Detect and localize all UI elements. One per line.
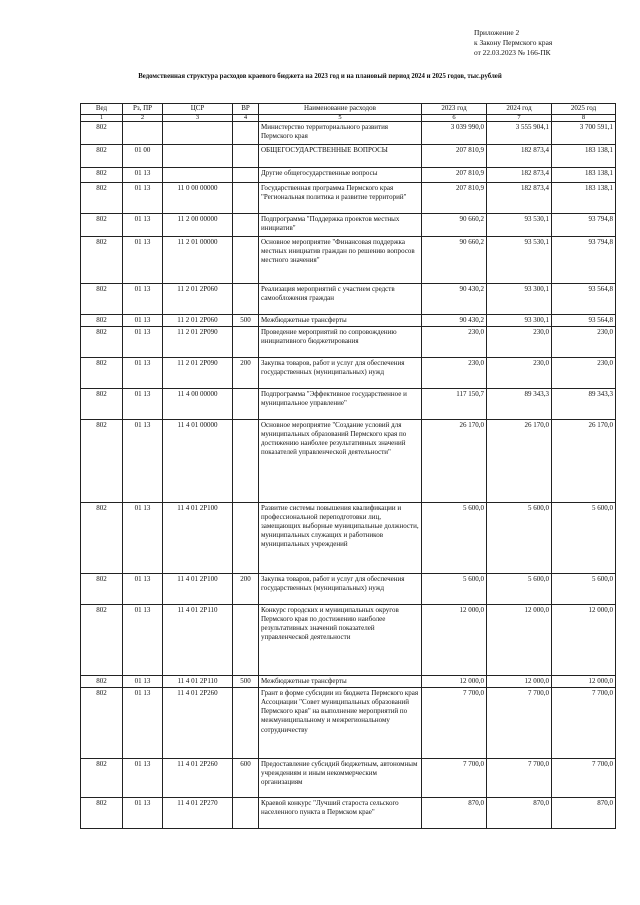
section-cell: 01 13 — [123, 759, 163, 798]
amount-2023-cell: 207 810,9 — [422, 183, 487, 214]
column-number: 8 — [552, 115, 616, 122]
amount-2025-cell: 230,0 — [552, 358, 616, 389]
section-cell: 01 13 — [123, 574, 163, 605]
expense-type-cell: 500 — [233, 315, 259, 327]
amount-2023-cell: 117 150,7 — [422, 389, 487, 420]
amount-2024-cell: 89 343,3 — [487, 389, 552, 420]
expense-name-cell: Основное мероприятие "Финансовая поддержка местных инициатив граждан по решению вопросов местного значения" — [259, 237, 422, 284]
header-row — [81, 104, 616, 115]
amount-2024-cell: 7 700,0 — [487, 688, 552, 759]
expense-name-cell: Предоставление субсидий бюджетным, автономным учреждениям и иным некоммерческим организациям — [259, 759, 422, 798]
target-article-cell: 11 2 01 2P090 — [163, 327, 233, 358]
expense-type-cell — [233, 237, 259, 284]
amount-2025-cell: 870,0 — [552, 798, 616, 829]
expense-type-cell — [233, 798, 259, 829]
amount-2025-cell: 5 600,0 — [552, 503, 616, 574]
section-cell: 01 13 — [123, 358, 163, 389]
amount-2025-cell: 93 794,8 — [552, 237, 616, 284]
amount-2023-cell: 7 700,0 — [422, 759, 487, 798]
section-cell: 01 13 — [123, 798, 163, 829]
column-number-row — [81, 115, 616, 122]
target-article-cell: 11 4 01 2P260 — [163, 688, 233, 759]
expense-type-cell — [233, 420, 259, 503]
section-cell: 01 13 — [123, 183, 163, 214]
appendix-line-1: Приложение 2 — [474, 28, 520, 37]
ved-cell: 802 — [81, 420, 123, 503]
expense-type-cell: 200 — [233, 358, 259, 389]
amount-2024-cell: 12 000,0 — [487, 676, 552, 688]
amount-2025-cell: 26 170,0 — [552, 420, 616, 503]
ved-cell: 802 — [81, 503, 123, 574]
table-row — [81, 759, 616, 798]
ved-cell: 802 — [81, 237, 123, 284]
expense-name-cell: ОБЩЕГОСУДАРСТВЕННЫЕ ВОПРОСЫ — [259, 145, 422, 168]
amount-2024-cell: 182 873,4 — [487, 145, 552, 168]
amount-2024-cell: 93 300,1 — [487, 315, 552, 327]
amount-2023-cell: 5 600,0 — [422, 503, 487, 574]
budget-table — [80, 103, 616, 829]
target-article-cell: 11 2 01 00000 — [163, 237, 233, 284]
amount-2024-cell: 26 170,0 — [487, 420, 552, 503]
section-cell — [123, 122, 163, 145]
column-header: 2024 год — [487, 104, 552, 115]
amount-2024-cell: 93 530,1 — [487, 214, 552, 237]
ved-cell: 802 — [81, 798, 123, 829]
target-article-cell: 11 4 01 2P110 — [163, 676, 233, 688]
amount-2024-cell: 5 600,0 — [487, 503, 552, 574]
amount-2023-cell: 5 600,0 — [422, 574, 487, 605]
amount-2024-cell: 93 530,1 — [487, 237, 552, 284]
amount-2025-cell: 183 138,1 — [552, 145, 616, 168]
amount-2025-cell: 5 600,0 — [552, 574, 616, 605]
table-row — [81, 214, 616, 237]
table-row — [81, 315, 616, 327]
amount-2024-cell: 12 000,0 — [487, 605, 552, 676]
section-cell: 01 00 — [123, 145, 163, 168]
target-article-cell: 11 4 01 2P110 — [163, 605, 233, 676]
table-row — [81, 688, 616, 759]
target-article-cell: 11 2 01 2P090 — [163, 358, 233, 389]
table-row — [81, 284, 616, 315]
amount-2023-cell: 90 430,2 — [422, 315, 487, 327]
amount-2023-cell: 230,0 — [422, 358, 487, 389]
expense-name-cell: Конкурс городских и муниципальных округов Пермского края по достижению наиболее результативных значений показателей управленческой деятельности — [259, 605, 422, 676]
section-cell: 01 13 — [123, 327, 163, 358]
amount-2024-cell: 230,0 — [487, 327, 552, 358]
table-row — [81, 122, 616, 145]
target-article-cell: 11 2 01 2P060 — [163, 315, 233, 327]
target-article-cell: 11 4 00 00000 — [163, 389, 233, 420]
amount-2025-cell: 89 343,3 — [552, 389, 616, 420]
column-number: 1 — [81, 115, 123, 122]
section-cell: 01 13 — [123, 315, 163, 327]
table-row — [81, 183, 616, 214]
budget-table-body — [81, 122, 616, 829]
ved-cell: 802 — [81, 389, 123, 420]
target-article-cell: 11 4 01 2P100 — [163, 574, 233, 605]
amount-2024-cell: 7 700,0 — [487, 759, 552, 798]
table-row — [81, 503, 616, 574]
section-cell: 01 13 — [123, 168, 163, 183]
amount-2024-cell: 182 873,4 — [487, 168, 552, 183]
expense-name-cell: Подпрограмма "Поддержка проектов местных инициатив" — [259, 214, 422, 237]
amount-2023-cell: 7 700,0 — [422, 688, 487, 759]
table-row — [81, 327, 616, 358]
expense-name-cell: Другие общегосударственные вопросы — [259, 168, 422, 183]
expense-name-cell: Межбюджетные трансферты — [259, 676, 422, 688]
amount-2024-cell: 3 555 904,1 — [487, 122, 552, 145]
expense-name-cell: Подпрограмма "Эффективное государственное и муниципальное управление" — [259, 389, 422, 420]
expense-type-cell — [233, 503, 259, 574]
amount-2025-cell: 12 000,0 — [552, 676, 616, 688]
appendix-line-2: к Закону Пермского края — [474, 38, 553, 47]
section-cell: 01 13 — [123, 420, 163, 503]
amount-2023-cell: 12 000,0 — [422, 676, 487, 688]
ved-cell: 802 — [81, 183, 123, 214]
table-row — [81, 605, 616, 676]
expense-type-cell: 200 — [233, 574, 259, 605]
amount-2025-cell: 3 700 591,1 — [552, 122, 616, 145]
amount-2024-cell: 230,0 — [487, 358, 552, 389]
amount-2023-cell: 26 170,0 — [422, 420, 487, 503]
table-row — [81, 237, 616, 284]
ved-cell: 802 — [81, 759, 123, 798]
target-article-cell: 11 4 01 2P270 — [163, 798, 233, 829]
appendix-line-3: от 22.03.2023 № 166-ПК — [474, 48, 551, 57]
column-header: Наименование расходов — [259, 104, 422, 115]
column-number: 7 — [487, 115, 552, 122]
column-header: 2023 год — [422, 104, 487, 115]
table-row — [81, 798, 616, 829]
amount-2023-cell: 12 000,0 — [422, 605, 487, 676]
amount-2024-cell: 5 600,0 — [487, 574, 552, 605]
table-row — [81, 389, 616, 420]
expense-name-cell: Проведение мероприятий по сопровождению инициативного бюджетирования — [259, 327, 422, 358]
expense-type-cell: 500 — [233, 676, 259, 688]
amount-2023-cell: 90 430,2 — [422, 284, 487, 315]
expense-type-cell: 600 — [233, 759, 259, 798]
expense-type-cell — [233, 284, 259, 315]
expense-type-cell — [233, 605, 259, 676]
expense-name-cell: Закупка товаров, работ и услуг для обеспечения государственных (муниципальных) нужд — [259, 574, 422, 605]
column-header: Рз, ПР — [123, 104, 163, 115]
target-article-cell — [163, 168, 233, 183]
ved-cell: 802 — [81, 574, 123, 605]
expense-type-cell — [233, 688, 259, 759]
column-number: 4 — [233, 115, 259, 122]
amount-2025-cell: 230,0 — [552, 327, 616, 358]
ved-cell: 802 — [81, 327, 123, 358]
section-cell: 01 13 — [123, 676, 163, 688]
amount-2023-cell: 207 810,9 — [422, 168, 487, 183]
table-row — [81, 358, 616, 389]
expense-type-cell — [233, 327, 259, 358]
ved-cell: 802 — [81, 688, 123, 759]
ved-cell: 802 — [81, 168, 123, 183]
expense-type-cell — [233, 183, 259, 214]
column-number: 2 — [123, 115, 163, 122]
amount-2025-cell: 7 700,0 — [552, 759, 616, 798]
table-row — [81, 676, 616, 688]
target-article-cell: 11 4 01 2P260 — [163, 759, 233, 798]
ved-cell: 802 — [81, 145, 123, 168]
amount-2025-cell: 93 564,8 — [552, 284, 616, 315]
section-cell: 01 13 — [123, 605, 163, 676]
amount-2025-cell: 7 700,0 — [552, 688, 616, 759]
ved-cell: 802 — [81, 358, 123, 389]
expense-name-cell: Закупка товаров, работ и услуг для обеспечения государственных (муниципальных) нужд — [259, 358, 422, 389]
column-header: ЦСР — [163, 104, 233, 115]
target-article-cell — [163, 145, 233, 168]
expense-type-cell — [233, 145, 259, 168]
expense-name-cell: Краевой конкурс "Лучший староста сельского населенного пункта в Пермском крае" — [259, 798, 422, 829]
target-article-cell: 11 2 00 00000 — [163, 214, 233, 237]
amount-2024-cell: 93 300,1 — [487, 284, 552, 315]
expense-type-cell — [233, 214, 259, 237]
ved-cell: 802 — [81, 122, 123, 145]
expense-type-cell — [233, 168, 259, 183]
ved-cell: 802 — [81, 676, 123, 688]
target-article-cell: 11 4 01 2P100 — [163, 503, 233, 574]
amount-2025-cell: 12 000,0 — [552, 605, 616, 676]
target-article-cell: 11 0 00 00000 — [163, 183, 233, 214]
amount-2024-cell: 182 873,4 — [487, 183, 552, 214]
expense-name-cell: Межбюджетные трансферты — [259, 315, 422, 327]
amount-2023-cell: 90 660,2 — [422, 237, 487, 284]
target-article-cell — [163, 122, 233, 145]
column-header: 2025 год — [552, 104, 616, 115]
expense-name-cell: Основное мероприятие "Создание условий для муниципальных образований Пермского края по достижению наиболее результативных значений показателей управленческой деятельности" — [259, 420, 422, 503]
column-number: 6 — [422, 115, 487, 122]
ved-cell: 802 — [81, 284, 123, 315]
section-cell: 01 13 — [123, 214, 163, 237]
table-row — [81, 145, 616, 168]
target-article-cell: 11 4 01 00000 — [163, 420, 233, 503]
column-header: ВР — [233, 104, 259, 115]
expense-type-cell — [233, 122, 259, 145]
expense-name-cell: Государственная программа Пермского края "Региональная политика и развитие территорий" — [259, 183, 422, 214]
table-row — [81, 420, 616, 503]
amount-2023-cell: 207 810,9 — [422, 145, 487, 168]
expense-name-cell: Грант в форме субсидии из бюджета Пермского края Ассоциации "Совет муниципальных образований Пермского края" на выполнение мероприятий по межмуниципальному и межрегиональному сотрудничеству — [259, 688, 422, 759]
expense-name-cell: Министерство территориального развития Пермского края — [259, 122, 422, 145]
amount-2023-cell: 90 660,2 — [422, 214, 487, 237]
amount-2025-cell: 183 138,1 — [552, 168, 616, 183]
section-cell: 01 13 — [123, 284, 163, 315]
section-cell: 01 13 — [123, 503, 163, 574]
amount-2025-cell: 93 794,8 — [552, 214, 616, 237]
table-row — [81, 168, 616, 183]
amount-2025-cell: 93 564,8 — [552, 315, 616, 327]
section-cell: 01 13 — [123, 688, 163, 759]
ved-cell: 802 — [81, 315, 123, 327]
amount-2024-cell: 870,0 — [487, 798, 552, 829]
section-cell: 01 13 — [123, 237, 163, 284]
amount-2025-cell: 183 138,1 — [552, 183, 616, 214]
amount-2023-cell: 3 039 990,0 — [422, 122, 487, 145]
ved-cell: 802 — [81, 214, 123, 237]
column-header: Вед — [81, 104, 123, 115]
appendix-note — [474, 28, 552, 58]
column-number: 5 — [259, 115, 422, 122]
document-title: Ведомственная структура расходов краевого бюджета на 2023 год и на плановый период 2024 и 2025 годов, тыс.рублей — [138, 73, 502, 80]
expense-name-cell: Реализация мероприятий с участием средств самообложения граждан — [259, 284, 422, 315]
amount-2023-cell: 870,0 — [422, 798, 487, 829]
ved-cell: 802 — [81, 605, 123, 676]
amount-2023-cell: 230,0 — [422, 327, 487, 358]
column-number: 3 — [163, 115, 233, 122]
expense-name-cell: Развитие системы повышения квалификации и профессиональной переподготовки лиц, замещающих выборные муниципальные должности, муниципальных служащих и работников муниципальных учреждений — [259, 503, 422, 574]
table-row — [81, 574, 616, 605]
expense-type-cell — [233, 389, 259, 420]
target-article-cell: 11 2 01 2P060 — [163, 284, 233, 315]
section-cell: 01 13 — [123, 389, 163, 420]
